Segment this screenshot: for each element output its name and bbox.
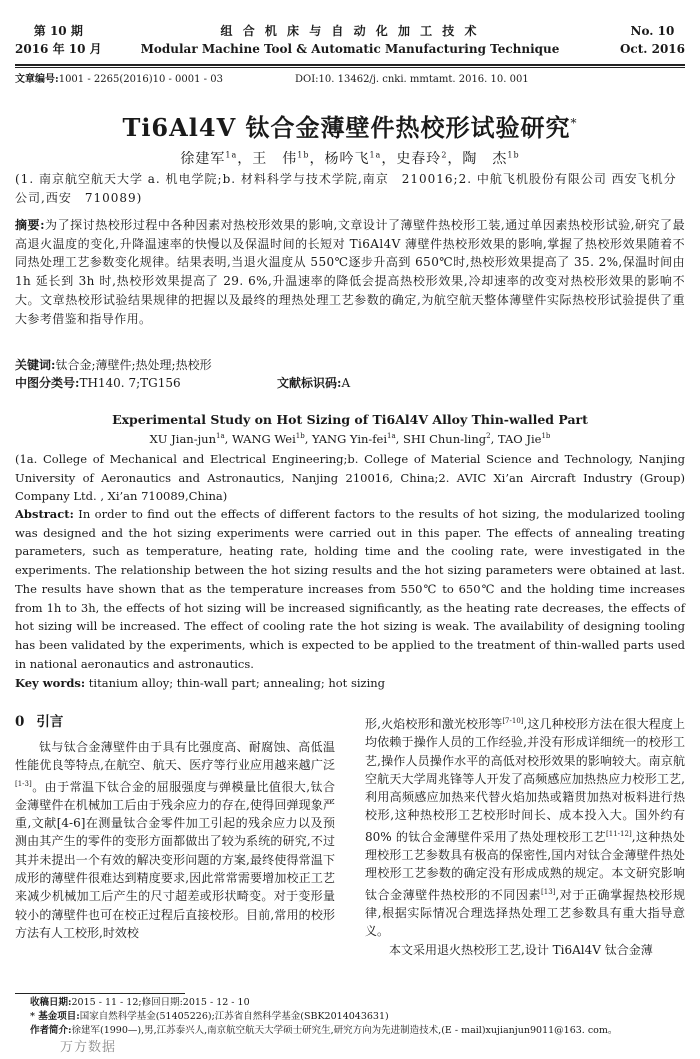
body-paragraph: [15, 738, 335, 942]
paper-title-en: Experimental Study on Hot Sizing of Ti6Al4V Alloy Thin-walled Part: [112, 412, 588, 427]
author-aff-mark: 1b: [297, 150, 310, 160]
issue-cn: 第 10 期: [33, 24, 83, 38]
body-column-right: [365, 712, 685, 959]
received-text: 2015 - 11 - 12;修回日期:2015 - 12 - 10: [71, 997, 250, 1008]
section-heading: [15, 712, 335, 732]
article-no-label: 文章编号:: [15, 74, 59, 85]
author-aff-mark-en: 1a: [215, 432, 225, 441]
author-aff-mark-en: 1b: [295, 432, 305, 441]
keywords-cn-text: 钛合金;薄壁件;热处理;热校形: [55, 358, 212, 372]
footnote-received: [30, 996, 685, 1009]
body-text: 。由于常温下钛合金的屈服强度与弹模量比值很大,钛合金薄壁件在机械加工后由于残余应力的存在,使得回弹现象严重,文献[4-6]在测量钛合金零件加工引起的残余应力以及预测由其产生的零件的变形方面都做出了较为系统的研究,不过其并未提出一个有效的解决变形问题的方案,最终使得常温下成形的薄壁件很难达到精度要求,因此常常需要增加校正工艺来减少机械加工后产生的尺寸超差或形状畸变。对于变形量较小的薄壁件也可在校正过程后直接校形。目前,常用的校形方法有人工校形,时效校: [15, 779, 335, 940]
author-name-en: YANG Yin-fei: [312, 432, 388, 446]
author-sep-en: ,: [304, 432, 313, 446]
title-text: Ti6Al4V 钛合金薄壁件热校形试验研究: [122, 113, 571, 142]
header-issue-en: [620, 22, 685, 58]
header-rule-thin: [15, 67, 685, 68]
body-text: ,对于正确掌握热校形规律,根据实际情况合理选择热处理工艺参数具有重大指导意义。: [365, 887, 685, 939]
cls-label: 中图分类号:: [15, 376, 80, 390]
body-text: 形,火焰校形和激光校形等: [365, 717, 503, 731]
header-journal: [15, 22, 685, 58]
affiliation-en: (1a. College of Mechanical and Electrical Engineering;b. College of Material Science and Technology, Nanjing University of Aeronautics and Astronautics, Nanjing 210016, China;2. AVIC Xi’an Aircraft Industry (Group) Company Ltd. , Xi’an 710089,China): [15, 452, 685, 504]
journal-name-en: Modular Machine Tool & Automatic Manufacturing Technique: [140, 42, 560, 56]
abstract-cn: [15, 216, 685, 328]
author-aff-mark-en: 2: [486, 432, 491, 441]
author-sep: ，: [447, 151, 463, 167]
doi: DOI:10. 13462/j. cnki. mmtamt. 2016. 10. 001: [295, 74, 529, 85]
author-name: 杨吟飞: [324, 151, 370, 167]
article-no: 1001 - 2265(2016)10 - 0001 - 03: [58, 74, 223, 85]
author-name-en: TAO Jie: [497, 432, 542, 446]
author-sep: ，: [381, 151, 397, 167]
date-en: Oct. 2016: [619, 42, 685, 56]
author-name: 王 伟: [252, 151, 298, 167]
body-paragraph: 本文采用退火热校形工艺,设计 Ti6Al4V 钛合金薄: [389, 942, 653, 957]
section-number: 0: [15, 714, 25, 730]
article-meta: [15, 73, 685, 87]
author-sep-en: ,: [395, 432, 403, 446]
paper-title-cn: [15, 108, 685, 143]
fund-text: 国家自然科学基金(51405226);江苏省自然科学基金(SBK2014043631): [79, 1011, 389, 1022]
footnote-author: [30, 1024, 685, 1037]
author-aff-mark-en: 1b: [541, 432, 551, 441]
received-label: 收稿日期:: [30, 997, 72, 1008]
fund-label: * 基金项目:: [30, 1011, 80, 1022]
body-column-left: [15, 712, 335, 942]
author-name-en: XU Jian-jun: [149, 432, 216, 446]
abstract-cn-text: 为了探讨热校形过程中各种因素对热校形效果的影响,文章设计了薄壁件热校形工装,通过单因素热校形试验,研究了最高退火温度的变化,升降温速率的快慢以及保温时间的长短对 Ti6Al4V 薄壁件热校形效果的影响,掌握了热校形效果随着不同热处理工艺参数变化规律。结果表明,当退火温度从 550℃逐步升高到 650℃时,热校形效果提高了 35. 2%,保温时间由 1h 延长到 3h 时,热校形效果提高了 29. 6%,升温速率的降低会提高热校形效果,冷却速率的改变对热校形效果的影响不大。文章热校形试验结果规律的把握以及最终的理热处理工艺参数的确定,为航空航天整体薄壁件实际热校形试验提供了重大参考借鉴和指导作用。: [15, 218, 685, 326]
keywords-cn-label: 关键词:: [15, 358, 56, 372]
doc-code-label: 文献标识码:: [277, 376, 342, 390]
author-bio-label: 作者简介:: [30, 1025, 72, 1036]
body-paragraph: [365, 712, 685, 941]
citation: [7-10]: [502, 717, 524, 725]
author-name: 史春玲: [396, 151, 442, 167]
author-sep: ，: [237, 151, 253, 167]
abstract-en-label: Abstract:: [15, 507, 74, 521]
author-bio-text: 徐建军(1990—),男,江苏泰兴人,南京航空航天大学硕士研究生,研究方向为先进制造技术,(E - mail)xujianjun9011@163. com。: [71, 1025, 618, 1036]
authors-en: [15, 432, 685, 446]
watermark: 万方数据: [60, 1040, 117, 1055]
author-aff-mark: 1b: [507, 150, 520, 160]
citation: [13]: [541, 887, 556, 896]
keywords-en: [15, 674, 685, 692]
issue-en: No. 10: [630, 24, 675, 38]
citation: [11-12]: [606, 829, 632, 838]
author-sep-en: ,: [490, 432, 498, 446]
doc-code: A: [341, 376, 351, 390]
affiliation-cn: (1. 南京航空航天大学 a. 机电学院;b. 材料科学与技术学院,南京 210016;2. 中航飞机股份有限公司 西安飞机分公司,西安 710089): [15, 172, 677, 205]
abstract-en: [15, 505, 685, 673]
author-name: 徐建军: [180, 151, 226, 167]
author-name: 陶 杰: [462, 151, 508, 167]
header-rule: [15, 64, 685, 66]
author-aff-mark: 2: [441, 150, 448, 160]
classification: [15, 374, 685, 392]
author-aff-mark: 1a: [225, 150, 238, 160]
body-text: 钛与钛合金薄壁件由于具有比强度高、耐腐蚀、高低温性能优良等特点,在航空、航天、医疗等行业应用越来越广泛: [15, 740, 335, 773]
author-name-en: WANG Wei: [231, 432, 296, 446]
journal-name-cn: 组 合 机 床 与 自 动 化 加 工 技 术: [220, 24, 480, 38]
section-title: 引言: [36, 714, 64, 730]
keywords-cn: [15, 356, 685, 374]
authors-cn: [15, 148, 685, 168]
cls-code: TH140. 7;TG156: [79, 376, 181, 390]
running-header: [15, 22, 685, 60]
author-aff-mark: 1a: [369, 150, 382, 160]
keywords-en-label: Key words:: [15, 676, 86, 690]
author-aff-mark-en: 1a: [387, 432, 396, 441]
body-text: ,这种热处理校形工艺参数具有极高的保密性,国内对钛合金薄壁件热处理校形工艺参数的确定没有形成成熟的规定。本文研究影响钛合金薄壁件热校形的不同因素: [365, 829, 685, 902]
body-text: ,这几种校形方法在很大程度上均依赖于操作人员的工作经验,并没有形成详细统一的校形工艺,操作人员操作水平的高低对校形效果的影响较大。南京航空航天大学周兆锋等人开发了高频感应加热热应力校形工艺,利用高频感应加热来代替火焰加热或籍贯加热对板料进行热校形,这种热校形工艺校形时间长、成本投入大。国外约有 80% 的钛合金薄壁件采用了热处理校形工艺: [365, 717, 685, 844]
title-footnote-mark: *: [570, 116, 578, 130]
abstract-en-text: In order to find out the effects of different factors to the results of hot sizing, the modularized tooling was designed and the hot sizing experiments were carried out in this paper. The effects of annealing treating parameters, such as temperature, heating rate, holding time and the cooling rate, were investigated in the experiments. The relationship between the hot sizing results and the hot sizing parameters were obtained at last. The results have shown that as the temperature increases from 550℃ to 650℃ and the holding time increases from 1h to 3h, the effects of hot sizing will be increased significantly, as the heating rate decreases, the effects of hot sizing will be increased. The effect of cooling rate the hot sizing is weak. The availability of designing tooling has been validated by the experiments, which is expected to be applied to the treatment of thin-walled parts used in national aeronautics and astronautics.: [15, 507, 685, 671]
footnote-fund: [30, 1010, 685, 1023]
keywords-en-text: titanium alloy; thin-wall part; annealing; hot sizing: [85, 676, 386, 690]
footnote-rule: [15, 993, 185, 994]
citation: [1-3]: [15, 779, 32, 788]
author-name-en: SHI Chun-ling: [402, 432, 487, 446]
abstract-cn-label: 摘要:: [15, 218, 45, 232]
author-sep: ，: [309, 151, 325, 167]
date-cn: 2016 年 10 月: [15, 42, 102, 56]
author-sep-en: ,: [224, 432, 232, 446]
